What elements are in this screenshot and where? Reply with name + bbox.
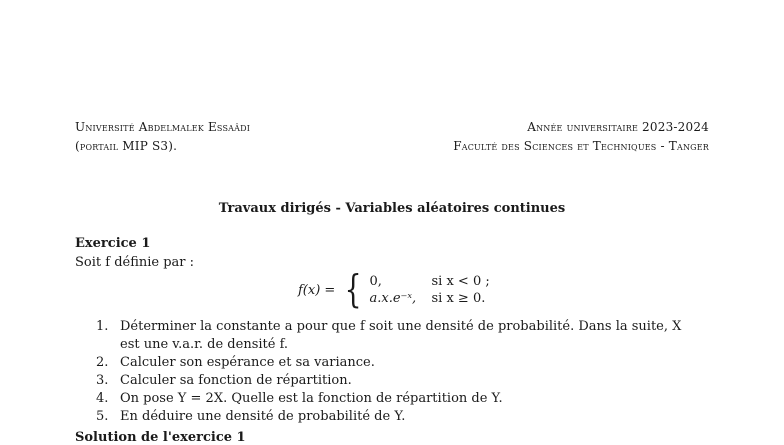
header-row-1 — [75, 118, 709, 137]
faculty-name: Faculté des Sciences et Techniques - Tanger — [453, 139, 709, 153]
question-continuation: est une v.a.r. de densité f. — [120, 337, 289, 352]
case1-value: 0, — [369, 274, 382, 289]
academic-year: Année universitaire 2023-2024 — [527, 120, 709, 134]
question-text: Calculer son espérance et sa variance. — [120, 355, 375, 370]
question-number: 5. — [96, 409, 109, 424]
document-title: Travaux dirigés - Variables aléatoires continues — [218, 201, 566, 216]
document-header — [75, 118, 709, 156]
question-text: Calculer sa fonction de répartition. — [120, 373, 352, 388]
exercise-heading: Exercice 1 — [75, 236, 151, 251]
case1-condition: si x < 0 ; — [431, 274, 490, 289]
question-text: En déduire une densité de probabilité de Y. — [120, 409, 406, 424]
exercise-intro: Soit f définie par : — [75, 255, 195, 270]
formula-brace: { — [344, 267, 362, 311]
density-formula — [298, 267, 490, 311]
question-number: 1. — [96, 319, 109, 334]
formula-lhs: f(x) = — [298, 282, 336, 298]
list-item — [96, 390, 716, 408]
list-item — [96, 354, 716, 372]
list-item — [96, 318, 716, 354]
question-number: 3. — [96, 373, 109, 388]
header-row-2 — [75, 137, 709, 156]
question-text: Déterminer la constante a pour que f soit une densité de probabilité. Dans la suite, X — [120, 319, 682, 334]
question-list — [96, 318, 716, 426]
solution-heading: Solution de l'exercice 1 — [75, 430, 246, 445]
portal-label: (portail MIP S3). — [75, 139, 178, 153]
formula-cases — [370, 273, 490, 307]
list-item — [96, 372, 716, 390]
case2-condition: si x ≥ 0. — [431, 291, 486, 306]
question-number: 4. — [96, 391, 109, 406]
case2-value: a.x.e⁻ˣ, — [369, 291, 417, 306]
question-text: On pose Y = 2X. Quelle est la fonction de répartition de Y. — [120, 391, 503, 406]
list-item — [96, 408, 716, 426]
question-number: 2. — [96, 355, 109, 370]
university-name: Université Abdelmalek Essaâdi — [75, 120, 251, 134]
